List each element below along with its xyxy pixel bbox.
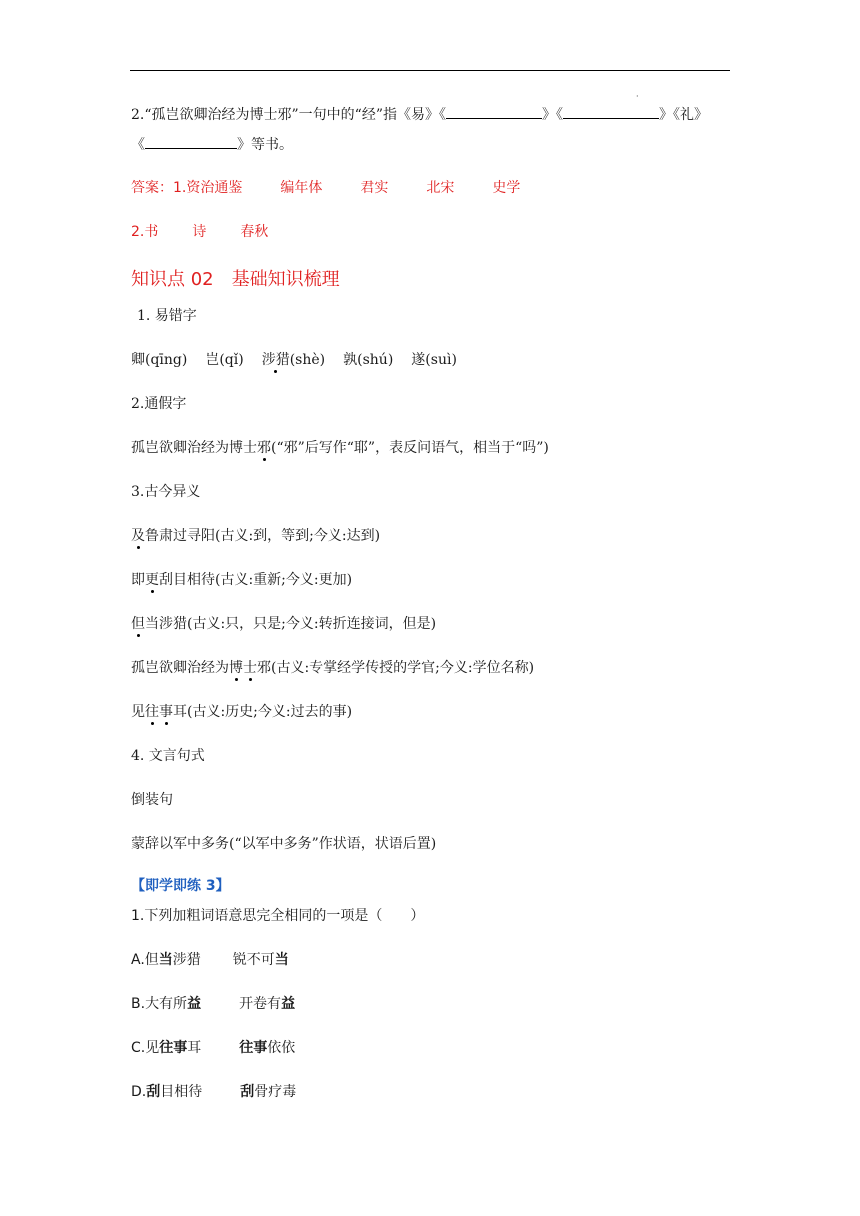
practice-question: 1.下列加粗词语意思完全相同的一项是（ ） [131,908,425,924]
s3-line-4: 孤岂欲卿治经为博士邪(古义:专掌经学传授的学官;今义:学位名称) [131,660,535,676]
emphasized-word: 涉猎 [261,352,290,368]
answer-row-2: 2.书 诗 春秋 [131,224,269,240]
s3-line-5: 见往事耳(古义:历史;今义:过去的事) [131,704,353,720]
emphasized-char: 博 [229,660,243,676]
option-b[interactable]: B.大有所益 开卷有益 [131,996,296,1012]
blank-1[interactable] [446,104,542,119]
blank-2[interactable] [563,104,659,119]
s4-heading: 4. 文言句式 [131,748,205,764]
question-2-line-1: 2.“孤岂欲卿治经为博士邪”一句中的“经”指《易》《 》《 》《礼》 [131,104,708,125]
practice-title: 【即学即练 3】 [131,878,230,894]
s1-heading: 1. 易错字 [137,308,197,324]
blank-3[interactable] [145,134,237,149]
s1-items: 卿(qīng) 岂(qǐ) 涉猎(shè) 孰(shú) 遂(suì) [131,352,457,368]
section-heading: 知识点 02 基础知识梳理 [131,269,340,290]
header-rule [130,70,730,71]
emphasized-char: 更 [145,572,159,588]
emphasized-char: 邪 [257,440,271,456]
emphasized-char: 事 [159,704,173,720]
emphasized-char: 但 [131,616,145,632]
answer-row-1: 答案：1.资治通鉴 编年体 君实 北宋 史学 [131,180,521,196]
s3-line-1: 及鲁肃过寻阳(古义:到，等到;今义:达到) [131,528,381,544]
option-d[interactable]: D.刮目相待 刮骨疗毒 [131,1084,297,1100]
s3-line-3: 但当涉猎(古义:只，只是;今义:转折连接词，但是) [131,616,437,632]
option-c[interactable]: C.见往事耳 往事依依 [131,1040,296,1056]
option-a[interactable]: A.但当涉猎 锐不可当 [131,952,289,968]
emphasized-char: 及 [131,528,145,544]
emphasized-char: 往 [145,704,159,720]
s3-line-2: 即更刮目相待(古义:重新;今义:更加) [131,572,353,588]
s2-sentence: 孤岂欲卿治经为博士邪(“邪”后写作“耶”，表反问语气，相当于“吗”) [131,440,549,456]
s3-heading: 3.古今异义 [131,484,201,500]
emphasized-char: 士 [243,660,257,676]
stray-dot: · [636,92,639,101]
question-2-line-2: 《 》等书。 [131,134,293,155]
s2-heading: 2.通假字 [131,396,187,412]
s4-sub: 倒装句 [131,792,173,808]
s4-example: 蒙辞以军中多务(“以军中多务”作状语，状语后置) [131,836,437,852]
